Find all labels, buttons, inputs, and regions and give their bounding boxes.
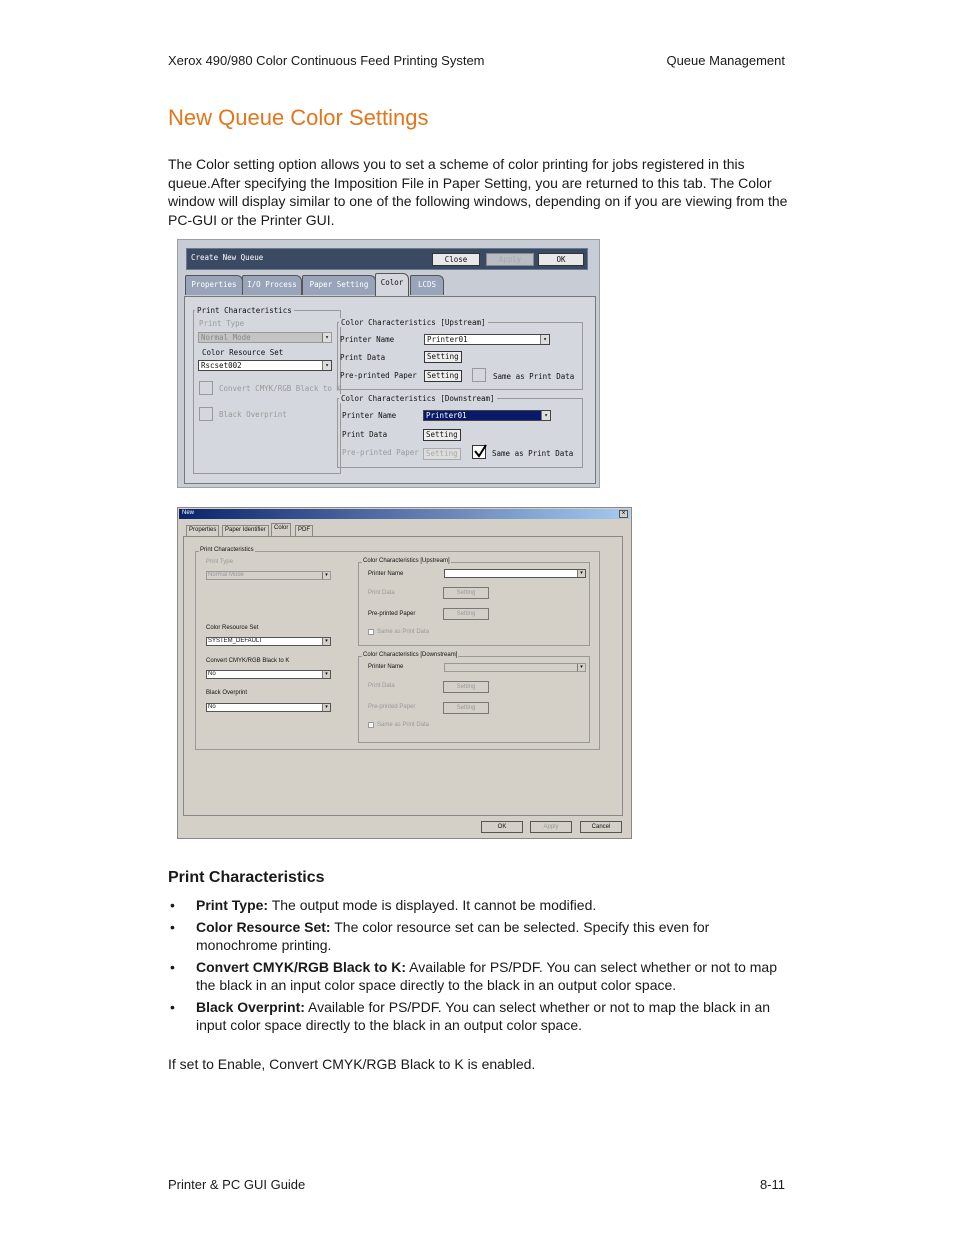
ok-button[interactable]: OK: [481, 821, 523, 833]
list-item: [168, 958, 788, 995]
apply-button[interactable]: Apply: [486, 253, 534, 266]
black-overprint-select[interactable]: [206, 703, 331, 712]
convert-black-label: Convert CMYK/RGB Black to K: [206, 658, 290, 664]
ok-button[interactable]: OK: [538, 253, 584, 266]
down-same-checkbox[interactable]: [472, 445, 486, 459]
chevron-down-icon: ▾: [322, 333, 331, 342]
down-same-label: Same as Print Data: [377, 722, 430, 728]
up-same-label: Same as Print Data: [377, 629, 430, 635]
down-preprinted-setting-button: Setting: [443, 702, 489, 714]
checkmark-icon: [473, 444, 487, 458]
black-overprint-label: Black Overprint: [206, 690, 248, 696]
color-resource-select[interactable]: [198, 360, 332, 371]
window-titlebar: [186, 248, 588, 270]
color-resource-value: Rscset002: [201, 361, 242, 370]
down-same-label: Same as Print Data: [492, 449, 574, 458]
page-title: New Queue Color Settings: [168, 105, 429, 130]
tab-properties[interactable]: Properties: [185, 275, 243, 295]
color-resource-value: SYSTEM_DEFAULT: [208, 638, 263, 644]
down-preprinted-label: Pre-printed Paper: [368, 704, 416, 710]
up-printer-name-select[interactable]: [424, 334, 550, 345]
color-resource-label: Color Resource Set: [202, 348, 284, 357]
chevron-down-icon: ▾: [322, 361, 331, 370]
up-same-checkbox: [368, 629, 374, 635]
window-title: New: [182, 510, 195, 516]
page-number: 8-11: [759, 1177, 785, 1192]
down-print-data-setting-button[interactable]: Setting: [423, 429, 461, 441]
close-icon[interactable]: ×: [619, 510, 628, 518]
bullet-term: Black Overprint:: [196, 998, 305, 1015]
up-print-data-setting-button: Setting: [443, 587, 489, 599]
up-same-checkbox[interactable]: [472, 368, 486, 382]
bullet-text: The output mode is displayed. It cannot be modified.: [268, 897, 597, 913]
print-characteristics-label: Print Characteristics: [197, 306, 292, 315]
up-preprinted-label: Pre-printed Paper: [340, 371, 417, 380]
chevron-down-icon: ▾: [322, 671, 330, 678]
down-print-data-setting-button: Setting: [443, 681, 489, 693]
black-overprint-value: No: [208, 704, 216, 710]
print-type-value: Normal Mode: [201, 333, 251, 342]
up-printer-name-value: Printer01: [427, 335, 468, 344]
section-heading: Print Characteristics: [168, 869, 325, 886]
upstream-label: Color Characteristics [Upstream]: [363, 558, 450, 564]
chevron-down-icon: ▾: [577, 664, 585, 671]
down-printer-name-label: Printer Name: [342, 411, 397, 420]
down-print-data-label: Print Data: [368, 683, 395, 689]
chevron-down-icon: ▾: [322, 572, 330, 579]
closing-paragraph: If set to Enable, Convert CMYK/RGB Black to K is enabled.: [168, 1056, 536, 1072]
printer-gui-screenshot: [177, 239, 600, 488]
tab-properties[interactable]: Properties: [186, 525, 219, 536]
tab-lcds[interactable]: LCDS: [410, 275, 444, 295]
upstream-label: Color Characteristics [Upstream]: [341, 318, 486, 327]
down-same-checkbox: [368, 722, 374, 728]
up-printer-name-select[interactable]: [444, 569, 586, 578]
chevron-down-icon: ▾: [322, 704, 330, 711]
chevron-down-icon: ▾: [540, 335, 549, 344]
bullet-text: The color resource set can be selected. Specify this even for monochrome printing.: [196, 918, 710, 953]
color-resource-select[interactable]: [206, 637, 331, 646]
print-type-select: [198, 332, 332, 343]
color-panel: [184, 296, 596, 484]
down-printer-name-select: [444, 663, 586, 672]
down-preprinted-setting-button: Setting: [423, 448, 461, 460]
down-printer-name-label: Printer Name: [368, 664, 404, 670]
tab-paper-setting[interactable]: Paper Setting: [302, 275, 376, 295]
convert-black-select[interactable]: [206, 670, 331, 679]
bullet-term: Print Type:: [196, 897, 269, 913]
pc-gui-screenshot: [177, 507, 632, 839]
list-item: [168, 896, 788, 915]
tab-color[interactable]: Color: [375, 273, 409, 297]
up-preprinted-label: Pre-printed Paper: [368, 611, 416, 617]
running-header-right: Queue Management: [666, 53, 785, 68]
bullet-text: Available for PS/PDF. You can select whether or not to map the black in an input color space directly to the black in an output color space.: [196, 998, 771, 1033]
convert-black-label: Convert CMYK/RGB Black to K: [219, 384, 341, 393]
up-print-data-label: Print Data: [340, 353, 386, 362]
up-preprinted-setting-button[interactable]: Setting: [424, 370, 462, 382]
tab-io-process[interactable]: I/O Process: [242, 275, 302, 295]
black-overprint-checkbox: [199, 407, 213, 421]
up-printer-name-label: Printer Name: [340, 335, 395, 344]
print-type-select: [206, 571, 331, 580]
up-print-data-setting-button[interactable]: Setting: [424, 351, 462, 363]
tab-color[interactable]: Color: [271, 523, 291, 537]
down-preprinted-label: Pre-printed Paper: [342, 448, 419, 457]
up-same-label: Same as Print Data: [493, 372, 575, 381]
tab-paper-identifier[interactable]: Paper Identifier: [222, 525, 269, 536]
window-title: Create New Queue: [191, 253, 264, 262]
bullet-term: Color Resource Set:: [196, 918, 331, 935]
close-button[interactable]: Close: [432, 253, 480, 266]
color-panel: [183, 536, 623, 816]
footer-left: Printer & PC GUI Guide: [168, 1177, 306, 1192]
apply-button[interactable]: Apply: [530, 821, 572, 833]
window-titlebar: [179, 509, 630, 519]
down-printer-name-value: Printer01: [426, 411, 467, 420]
tab-pdf[interactable]: PDF: [295, 525, 313, 536]
up-print-data-label: Print Data: [368, 590, 395, 596]
downstream-label: Color Characteristics [Downstream]: [363, 652, 458, 658]
bullet-term: Convert CMYK/RGB Black to K:: [196, 958, 407, 975]
print-type-label: Print Type: [199, 319, 245, 328]
color-resource-label: Color Resource Set: [206, 625, 259, 631]
chevron-down-icon: ▾: [541, 411, 550, 420]
bullet-text: Available for PS/PDF. You can select whether or not to map the black in an input color space directly to the black in an output color space.: [196, 958, 777, 993]
list-item: [168, 918, 788, 955]
bullet-list: [168, 896, 788, 1038]
list-item: [168, 998, 788, 1035]
running-header-left: Xerox 490/980 Color Continuous Feed Printing System: [168, 53, 485, 68]
down-printer-name-select[interactable]: [423, 410, 551, 421]
print-characteristics-label: Print Characteristics: [200, 547, 254, 553]
downstream-label: Color Characteristics [Downstream]: [341, 394, 495, 403]
up-printer-name-label: Printer Name: [368, 571, 404, 577]
print-type-label: Print Type: [206, 559, 233, 565]
chevron-down-icon: ▾: [577, 570, 585, 577]
up-preprinted-setting-button[interactable]: Setting: [443, 608, 489, 620]
intro-paragraph: The Color setting option allows you to set a scheme of color printing for jobs registered in this queue.After specifying the Imposition File in Paper Setting, you are returned to this tab. The Color window will display similar to one of the following windows, depending on if you are viewing from the PC-GUI or the Printer GUI.: [168, 156, 788, 228]
convert-black-value: No: [208, 671, 216, 677]
convert-black-checkbox: [199, 381, 213, 395]
cancel-button[interactable]: Cancel: [580, 821, 622, 833]
print-type-value: Normal Mode: [208, 572, 245, 578]
black-overprint-label: Black Overprint: [219, 410, 287, 419]
chevron-down-icon: ▾: [322, 638, 330, 645]
down-print-data-label: Print Data: [342, 430, 388, 439]
